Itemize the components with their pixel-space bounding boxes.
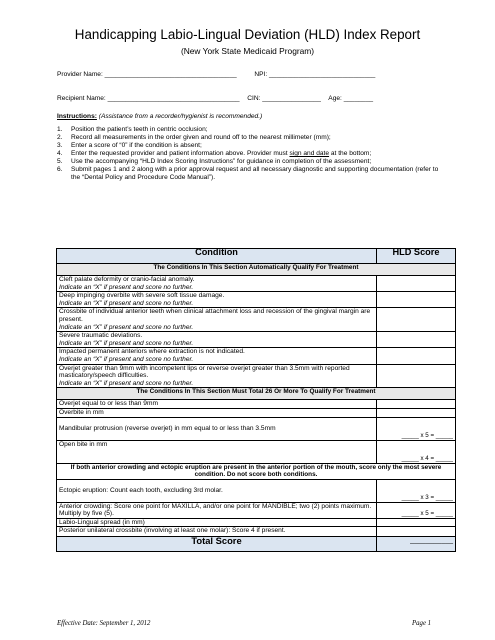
hld-score-table [56, 248, 456, 552]
table-row: Overjet greater than 9mm with incompetent lips or reverse overjet greater than 3.5mm with reported masticatory/speech difficulties. Indicate an “X” if present and score no further. [57, 364, 456, 388]
recipient-line [57, 95, 373, 102]
score-cell[interactable] [377, 400, 456, 409]
score-cell[interactable] [377, 408, 456, 417]
table-row: Deep impinging overbite with severe soft tissue damage. Indicate an “X” if present and score no further. [57, 292, 456, 308]
section-auto-qualify-header: The Conditions In This Section Automatically Qualify For Treatment [57, 264, 456, 276]
score-cell[interactable] [377, 348, 456, 364]
recipient-name-field[interactable]: Recipient Name: ____________________________________ [57, 95, 240, 102]
instruction-step: 4. Enter the requested provider and patient information above. Provider must sign and date at the bottom; [57, 150, 372, 157]
score-cell[interactable] [377, 292, 456, 308]
score-cell[interactable]: _____ x 3 = _____ [377, 479, 456, 502]
table-row: Severe traumatic deviations. Indicate an “X” if present and score no further. [57, 332, 456, 348]
instructions-heading [57, 113, 262, 120]
score-cell[interactable]: _____ x 4 = _____ [377, 440, 456, 463]
provider-name-field[interactable]: Provider Name: ____________________________________ [57, 71, 237, 78]
crowding-note-row: If both anterior crowding and ectopic eruption are present in the anterior portion of the mouth, score only the most severe condition. Do not score both conditions. [57, 463, 456, 479]
table-row: Labio-Lingual spread (in mm) [57, 518, 456, 527]
table-row: Open bite in mm _____ x 4 = _____ [57, 440, 456, 463]
npi-field[interactable]: NPI: _____________________________ [254, 71, 376, 78]
table-row: Impacted permanent anteriors where extraction is not indicated. Indicate an “X” if present and score no further. [57, 348, 456, 364]
score-cell[interactable] [377, 518, 456, 527]
instruction-step: 5. Use the accompanying “HLD Index Scoring Instructions” for guidance in completion of the assessment; [57, 158, 372, 165]
table-row: Mandibular protrusion (reverse overjet) in mm equal to or less than 3.5mm _____ x 5 = _____ [57, 417, 456, 440]
table-row: Overbite in mm [57, 408, 456, 417]
table-row: Crossbite of individual anterior teeth when clinical attachment loss and recession of the gingival margin are present. Indicate an “X” if present and score no further. [57, 308, 456, 332]
score-cell[interactable] [377, 332, 456, 348]
score-cell[interactable] [377, 276, 456, 292]
instructions-list [57, 126, 447, 182]
score-cell[interactable]: _____ x 5 = _____ [377, 417, 456, 440]
instruction-step: 6. Submit pages 1 and 2 along with a prior approval request and all necessary diagnostic and supporting documentation (refer to the “Dental Policy and Procedure Code Manual”). [57, 166, 439, 181]
instruction-step: 3. Enter a score of “0” if the condition is absent; [57, 142, 202, 149]
total-score-field[interactable]: ___________ [377, 537, 456, 552]
instructions-label: Instructions: [57, 113, 97, 120]
instruction-step: 2. Record all measurements in the order given and round off to the nearest millimeter (mm); [57, 134, 331, 141]
score-cell[interactable] [377, 364, 456, 388]
section-total-26-header: The Conditions In This Section Must Total 26 Or More To Qualify For Treatment [57, 388, 456, 400]
age-field[interactable]: Age: ________ [328, 95, 374, 102]
page-number: Page 1 [412, 620, 432, 627]
provider-line [57, 71, 375, 78]
condition-column-header: Condition [57, 249, 377, 264]
table-row: Ectopic eruption: Count each tooth, excluding 3rd molar. _____ x 3 = _____ [57, 479, 456, 502]
table-row: Cleft palate deformity or cranio-facial anomaly. Indicate an “X” if present and score no further. [57, 276, 456, 292]
score-cell[interactable]: _____ x 5 = _____ [377, 502, 456, 518]
page-subtitle: (New York State Medicaid Program) [180, 46, 315, 56]
hld-score-column-header: HLD Score [377, 249, 456, 264]
total-score-label: Total Score [57, 537, 377, 552]
page-title: Handicapping Labio-Lingual Deviation (HLD) Index Report [74, 27, 421, 42]
total-score-row [57, 537, 456, 552]
score-cell[interactable] [377, 527, 456, 537]
table-header-row [57, 249, 456, 264]
cin-field[interactable]: CIN: ________________ [247, 95, 321, 102]
table-row: Posterior unilateral crossbite (involving at least one molar): Score 4 if present. [57, 527, 456, 537]
effective-date: Effective Date: September 1, 2012 [57, 620, 151, 627]
table-row: Anterior crowding: Score one point for MAXILLA, and/or one point for MANDIBLE; two (2) points maximum. Multiply by five (5). _____ x 5 = _____ [57, 502, 456, 518]
instructions-note: (Assistance from a recorder/hygienist is recommended.) [98, 113, 263, 120]
table-row: Overjet equal to or less than 9mm [57, 400, 456, 409]
instruction-step: 1. Position the patient’s teeth in centric occlusion; [57, 126, 208, 133]
score-cell[interactable] [377, 308, 456, 332]
